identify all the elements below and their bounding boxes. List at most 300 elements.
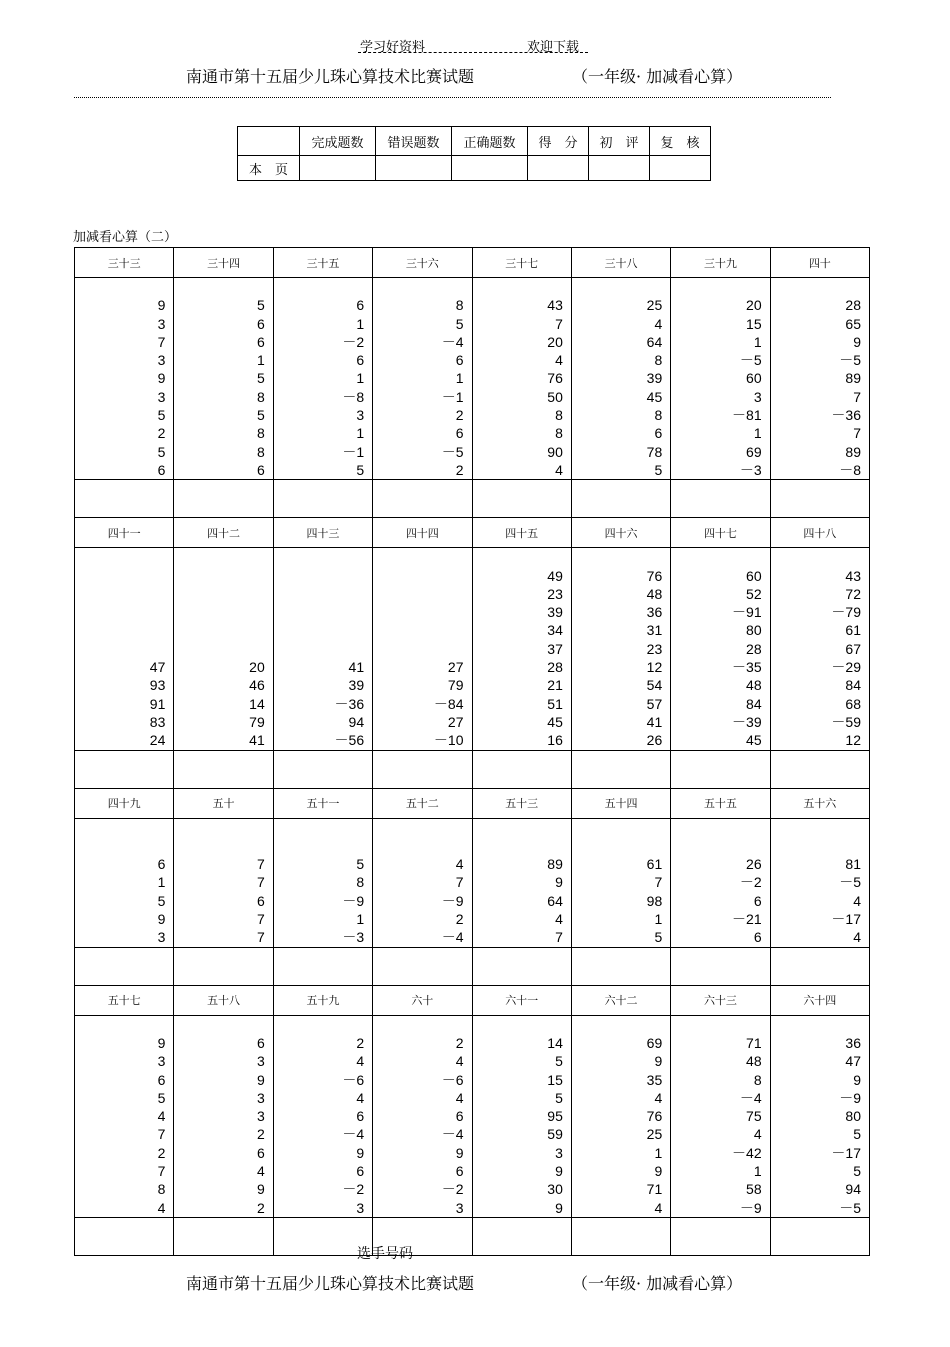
problem-number: 47: [845, 1053, 861, 1070]
problem-number: 9: [157, 911, 166, 928]
problem-number: 91: [149, 695, 166, 712]
problem-number: 34: [547, 622, 563, 639]
problem-number: 1: [654, 1144, 663, 1161]
problem-number: 9: [356, 1144, 365, 1161]
problem-values-cell: [671, 548, 770, 750]
problem-number: 20: [249, 659, 265, 676]
problem-number: 2: [455, 1034, 464, 1051]
problem-number: 4: [555, 352, 563, 369]
problem-values-cell: [472, 548, 571, 750]
answer-cell[interactable]: [472, 480, 571, 518]
problem-label: 四十七: [671, 518, 770, 548]
problem-values-cell: [373, 278, 472, 480]
problem-number: 8: [256, 425, 265, 442]
problem-number: 1: [753, 1162, 762, 1179]
problem-number: 5: [555, 1089, 563, 1106]
problem-number: 48: [746, 1053, 762, 1070]
problem-number: 8: [654, 352, 663, 369]
problem-number: 5: [654, 929, 663, 946]
problem-number: 3: [157, 929, 166, 946]
problem-header-row: [75, 248, 870, 278]
problem-values-cell: [571, 548, 670, 750]
problem-number: 4: [356, 1089, 365, 1106]
answer-cell[interactable]: [273, 750, 372, 788]
problem-number: 5: [654, 461, 663, 478]
problem-number: 30: [547, 1181, 563, 1198]
problem-number: －2: [441, 1181, 464, 1198]
problem-number: －4: [441, 1126, 464, 1143]
problem-number: －2: [342, 1181, 365, 1198]
problem-number: 3: [157, 352, 166, 369]
problem-number: 1: [157, 874, 166, 891]
problem-number: 8: [555, 425, 563, 442]
problem-label: 五十六: [770, 788, 869, 818]
score-cell-recheck[interactable]: [650, 156, 711, 181]
answer-cell[interactable]: [174, 1217, 273, 1255]
problem-label: 四十九: [75, 788, 174, 818]
problem-values-cell: [770, 548, 869, 750]
problem-number: －36: [831, 407, 861, 424]
problem-label: 五十八: [174, 985, 273, 1015]
problem-number: 15: [746, 315, 762, 332]
footer-subtitle: （一年级· 加减看心算）: [572, 1274, 743, 1293]
answer-cell[interactable]: [472, 947, 571, 985]
problem-number: 2: [356, 1034, 365, 1051]
problem-values-cell: [373, 818, 472, 947]
problem-label: 三十五: [273, 248, 372, 278]
answer-cell[interactable]: [373, 480, 472, 518]
problem-values-cell: [770, 818, 869, 947]
problem-number: 5: [853, 1162, 861, 1179]
problem-number: 12: [845, 732, 861, 749]
problem-number: 45: [547, 713, 563, 730]
problem-number: 9: [555, 874, 563, 891]
problem-number: －81: [732, 407, 762, 424]
problem-number: 1: [256, 352, 265, 369]
problem-number: 14: [249, 695, 265, 712]
problem-values-cell: [174, 1015, 273, 1217]
problem-number: 6: [256, 1034, 265, 1051]
problem-number: 28: [746, 640, 762, 657]
problem-label: 五十九: [273, 985, 372, 1015]
problem-label: 四十六: [571, 518, 670, 548]
problem-number: 4: [654, 1199, 663, 1216]
problem-number: 3: [256, 1053, 265, 1070]
answer-cell[interactable]: [571, 480, 670, 518]
problem-number: 6: [356, 1162, 365, 1179]
problem-number: 71: [646, 1181, 663, 1198]
problem-number: 20: [746, 297, 762, 314]
problem-number: 60: [746, 370, 762, 387]
problem-number: 24: [149, 732, 166, 749]
problem-number: －6: [342, 1071, 365, 1088]
problem-number: 64: [547, 892, 563, 909]
problem-label: 三十六: [373, 248, 472, 278]
problem-values-cell: [472, 818, 571, 947]
problem-number: 57: [646, 695, 663, 712]
problem-label: 六十一: [472, 985, 571, 1015]
score-header-correct: 正确题数: [452, 127, 528, 156]
problem-number: 1: [455, 370, 464, 387]
problem-number: －6: [441, 1071, 464, 1088]
answer-cell[interactable]: [770, 1217, 869, 1255]
problem-values-cell: [373, 1015, 472, 1217]
problem-number: 6: [256, 461, 265, 478]
problem-number: 2: [455, 911, 464, 928]
problem-number: 5: [555, 1053, 563, 1070]
problem-number: －8: [342, 388, 365, 405]
problem-number: 3: [157, 1053, 166, 1070]
header-right-note: 欢迎下载: [527, 40, 580, 55]
problem-number: 9: [157, 370, 166, 387]
problem-number: 36: [646, 604, 663, 621]
problem-number: 7: [256, 874, 265, 891]
problem-number: 41: [249, 732, 265, 749]
answer-cell[interactable]: [75, 480, 174, 518]
problem-number: 7: [555, 315, 563, 332]
problem-number: 5: [157, 407, 166, 424]
problem-number: 7: [256, 856, 265, 873]
problem-label: 四十二: [174, 518, 273, 548]
score-header-score: 得 分: [528, 127, 589, 156]
problem-number: －21: [732, 911, 762, 928]
problem-number: －4: [342, 1126, 365, 1143]
answer-cell[interactable]: [571, 750, 670, 788]
problem-values-cell: [75, 818, 174, 947]
answer-cell[interactable]: [174, 947, 273, 985]
problem-number: 2: [256, 1126, 265, 1143]
score-cell-first-review[interactable]: [589, 156, 650, 181]
problem-label: 六十四: [770, 985, 869, 1015]
problem-values-row: [75, 548, 870, 750]
problem-number: －9: [342, 892, 365, 909]
answer-row: [75, 1217, 870, 1255]
problem-header-row: [75, 788, 870, 818]
problem-number: 64: [646, 333, 663, 350]
answer-cell[interactable]: [75, 750, 174, 788]
problem-number: －3: [739, 461, 762, 478]
problem-number: 6: [356, 352, 365, 369]
problem-number: 5: [256, 407, 265, 424]
problem-number: 6: [256, 1144, 265, 1161]
problem-number: 49: [547, 567, 563, 584]
problem-number: 8: [753, 1071, 762, 1088]
problem-number: 37: [547, 640, 563, 657]
header-dashed-underline: [358, 52, 588, 53]
footer-title: 南通市第十五届少儿珠心算技术比赛试题: [186, 1274, 475, 1293]
answer-cell[interactable]: [273, 480, 372, 518]
problem-values-cell: [75, 1015, 174, 1217]
problem-number: 9: [256, 1071, 265, 1088]
problem-number: 4: [853, 929, 861, 946]
problem-label: 四十四: [373, 518, 472, 548]
problem-number: 9: [555, 1162, 563, 1179]
problem-number: 41: [348, 659, 365, 676]
problem-number: 3: [356, 1199, 365, 1216]
problem-number: 9: [555, 1199, 563, 1216]
problem-number: 6: [455, 1162, 464, 1179]
problem-number: －1: [342, 443, 365, 460]
problem-number: 9: [853, 333, 861, 350]
problem-values-cell: [671, 818, 770, 947]
problem-number: 3: [455, 1199, 464, 1216]
problem-number: 1: [356, 315, 365, 332]
problem-number: 5: [455, 315, 464, 332]
problem-number: 43: [845, 567, 861, 584]
problem-number: 23: [646, 640, 663, 657]
problem-number: 39: [547, 604, 563, 621]
problem-number: －56: [334, 732, 365, 749]
answer-cell[interactable]: [571, 947, 670, 985]
problem-number: －29: [831, 659, 861, 676]
problem-label: 四十一: [75, 518, 174, 548]
problem-label: 六十: [373, 985, 472, 1015]
problem-number: 4: [853, 892, 861, 909]
problem-number: 6: [256, 892, 265, 909]
problem-number: 6: [455, 352, 464, 369]
problem-number: －5: [739, 352, 762, 369]
problem-label: 五十五: [671, 788, 770, 818]
problem-number: 3: [256, 1089, 265, 1106]
problem-number: 4: [654, 1089, 663, 1106]
problem-number: 69: [746, 443, 762, 460]
section-label: 加减看心算（二）: [73, 230, 178, 245]
problem-number: 45: [646, 388, 663, 405]
problem-number: 52: [746, 585, 762, 602]
problem-number: 89: [845, 370, 861, 387]
problem-number: 7: [157, 1162, 166, 1179]
problem-label: 四十五: [472, 518, 571, 548]
problem-number: 39: [646, 370, 663, 387]
problem-header-row: [75, 985, 870, 1015]
problem-label: 四十: [770, 248, 869, 278]
problem-number: 41: [646, 713, 663, 730]
problem-number: －4: [441, 929, 464, 946]
problem-label: 五十七: [75, 985, 174, 1015]
problem-values-cell: [174, 548, 273, 750]
answer-cell[interactable]: [671, 750, 770, 788]
problem-number: 8: [654, 407, 663, 424]
problem-number: 7: [256, 911, 265, 928]
problem-number: 79: [447, 677, 464, 694]
problem-values-cell: [571, 1015, 670, 1217]
answer-cell[interactable]: [671, 480, 770, 518]
problem-number: 76: [646, 1108, 663, 1125]
problem-number: 59: [547, 1126, 563, 1143]
problem-number: 4: [157, 1108, 166, 1125]
answer-cell[interactable]: [373, 750, 472, 788]
problem-number: 12: [646, 659, 663, 676]
dotted-separator: [74, 97, 831, 98]
problem-values-cell: [273, 818, 372, 947]
problem-number: 21: [547, 677, 563, 694]
problem-number: 9: [455, 1144, 464, 1161]
problem-number: －36: [334, 695, 365, 712]
problem-number: 4: [256, 1162, 265, 1179]
problem-number: 4: [555, 461, 563, 478]
problem-number: 7: [455, 874, 464, 891]
problem-number: 1: [753, 425, 762, 442]
problem-number: －79: [831, 604, 861, 621]
problem-number: 48: [746, 677, 762, 694]
problem-number: 25: [646, 297, 663, 314]
problem-number: 4: [356, 1053, 365, 1070]
problem-number: 2: [157, 425, 166, 442]
problem-number: 43: [547, 297, 563, 314]
problem-number: 6: [753, 929, 762, 946]
problem-values-cell: [671, 1015, 770, 1217]
problem-values-cell: [472, 278, 571, 480]
problem-number: 5: [157, 1089, 166, 1106]
problem-values-row: [75, 278, 870, 480]
problem-number: 1: [356, 911, 365, 928]
problem-number: 6: [753, 892, 762, 909]
score-header-first-review: 初 评: [589, 127, 650, 156]
problem-number: －5: [839, 352, 861, 369]
problem-number: 1: [654, 911, 663, 928]
problem-number: 1: [356, 370, 365, 387]
problem-number: 27: [447, 659, 464, 676]
problem-number: 3: [356, 407, 365, 424]
problem-number: 7: [256, 929, 265, 946]
problem-number: －5: [441, 443, 464, 460]
problem-number: 71: [746, 1034, 762, 1051]
answer-cell[interactable]: [373, 947, 472, 985]
problem-number: 6: [356, 297, 365, 314]
problem-number: －1: [441, 388, 464, 405]
problem-number: 5: [853, 1126, 861, 1143]
answer-cell[interactable]: [472, 750, 571, 788]
problem-number: －9: [739, 1199, 762, 1216]
problem-values-cell: [373, 548, 472, 750]
problem-values-cell: [571, 818, 670, 947]
problem-number: 6: [654, 425, 663, 442]
problem-number: 7: [853, 388, 861, 405]
problem-number: 6: [157, 1071, 166, 1088]
problem-number: 9: [654, 1053, 663, 1070]
problem-number: 1: [753, 333, 762, 350]
answer-row: [75, 947, 870, 985]
problem-label: 六十二: [571, 985, 670, 1015]
problem-values-cell: [671, 278, 770, 480]
problem-number: 16: [547, 732, 563, 749]
problem-values-cell: [770, 1015, 869, 1217]
problem-number: －91: [732, 604, 762, 621]
problem-number: 94: [845, 1181, 861, 1198]
problem-label: 三十七: [472, 248, 571, 278]
problem-number: 51: [547, 695, 563, 712]
score-cell-score[interactable]: [528, 156, 589, 181]
problem-number: 48: [646, 585, 663, 602]
problem-number: 61: [845, 622, 861, 639]
problem-number: 23: [547, 585, 563, 602]
problem-number: 68: [845, 695, 861, 712]
problem-number: 2: [455, 407, 464, 424]
answer-cell[interactable]: [770, 480, 869, 518]
answer-cell[interactable]: [671, 1217, 770, 1255]
problem-number: 80: [845, 1108, 861, 1125]
problem-values-cell: [571, 278, 670, 480]
problem-number: 4: [555, 911, 563, 928]
problem-values-cell: [75, 548, 174, 750]
problem-number: 5: [157, 892, 166, 909]
problem-number: 83: [149, 713, 166, 730]
problem-number: 72: [845, 585, 861, 602]
answer-cell[interactable]: [174, 750, 273, 788]
problem-number: 8: [256, 388, 265, 405]
problem-number: 81: [845, 856, 861, 873]
problem-number: 89: [845, 443, 861, 460]
score-cell-completed[interactable]: [300, 156, 376, 181]
answer-cell[interactable]: [770, 750, 869, 788]
answer-cell[interactable]: [671, 947, 770, 985]
problem-number: 58: [746, 1181, 762, 1198]
answer-cell[interactable]: [75, 1217, 174, 1255]
problem-number: －42: [732, 1144, 762, 1161]
problem-number: 95: [547, 1108, 563, 1125]
problem-number: 6: [356, 1108, 365, 1125]
problem-values-cell: [273, 278, 372, 480]
problem-number: 2: [256, 1199, 265, 1216]
problem-number: 7: [157, 333, 166, 350]
problem-number: －17: [831, 911, 861, 928]
problem-number: －9: [441, 892, 464, 909]
problem-number: 84: [845, 677, 861, 694]
score-table: [237, 126, 711, 181]
answer-cell[interactable]: [472, 1217, 571, 1255]
score-cell-correct[interactable]: [452, 156, 528, 181]
problem-number: 27: [447, 713, 464, 730]
problem-number: 94: [348, 713, 365, 730]
problem-number: 4: [654, 315, 663, 332]
answer-cell[interactable]: [75, 947, 174, 985]
problem-number: －35: [732, 659, 762, 676]
problem-label: 六十三: [671, 985, 770, 1015]
problem-number: 25: [646, 1126, 663, 1143]
problem-number: 9: [853, 1071, 861, 1088]
problem-number: 4: [753, 1126, 762, 1143]
problem-number: 80: [746, 622, 762, 639]
score-cell-wrong[interactable]: [376, 156, 452, 181]
problem-number: 76: [547, 370, 563, 387]
problem-number: 79: [249, 713, 265, 730]
problem-number: 7: [157, 1126, 166, 1143]
problem-number: －5: [839, 1199, 861, 1216]
problem-number: 36: [845, 1034, 861, 1051]
problem-number: 6: [455, 425, 464, 442]
problem-header-row: [75, 518, 870, 548]
problem-number: 5: [356, 856, 365, 873]
problem-number: －84: [433, 695, 464, 712]
problem-number: 3: [157, 315, 166, 332]
problem-values-cell: [174, 818, 273, 947]
problem-number: 9: [157, 1034, 166, 1051]
problem-number: 4: [455, 1053, 464, 1070]
answer-cell[interactable]: [571, 1217, 670, 1255]
problem-number: 67: [845, 640, 861, 657]
problem-number: 5: [157, 443, 166, 460]
answer-cell[interactable]: [174, 480, 273, 518]
problem-number: 89: [547, 856, 563, 873]
problem-label: 三十九: [671, 248, 770, 278]
problem-number: 1: [356, 425, 365, 442]
problem-number: 9: [256, 1181, 265, 1198]
problem-number: 26: [746, 856, 762, 873]
answer-cell[interactable]: [273, 947, 372, 985]
answer-cell[interactable]: [770, 947, 869, 985]
answer-row: [75, 480, 870, 518]
player-number-label: 选手号码: [357, 1246, 413, 1262]
